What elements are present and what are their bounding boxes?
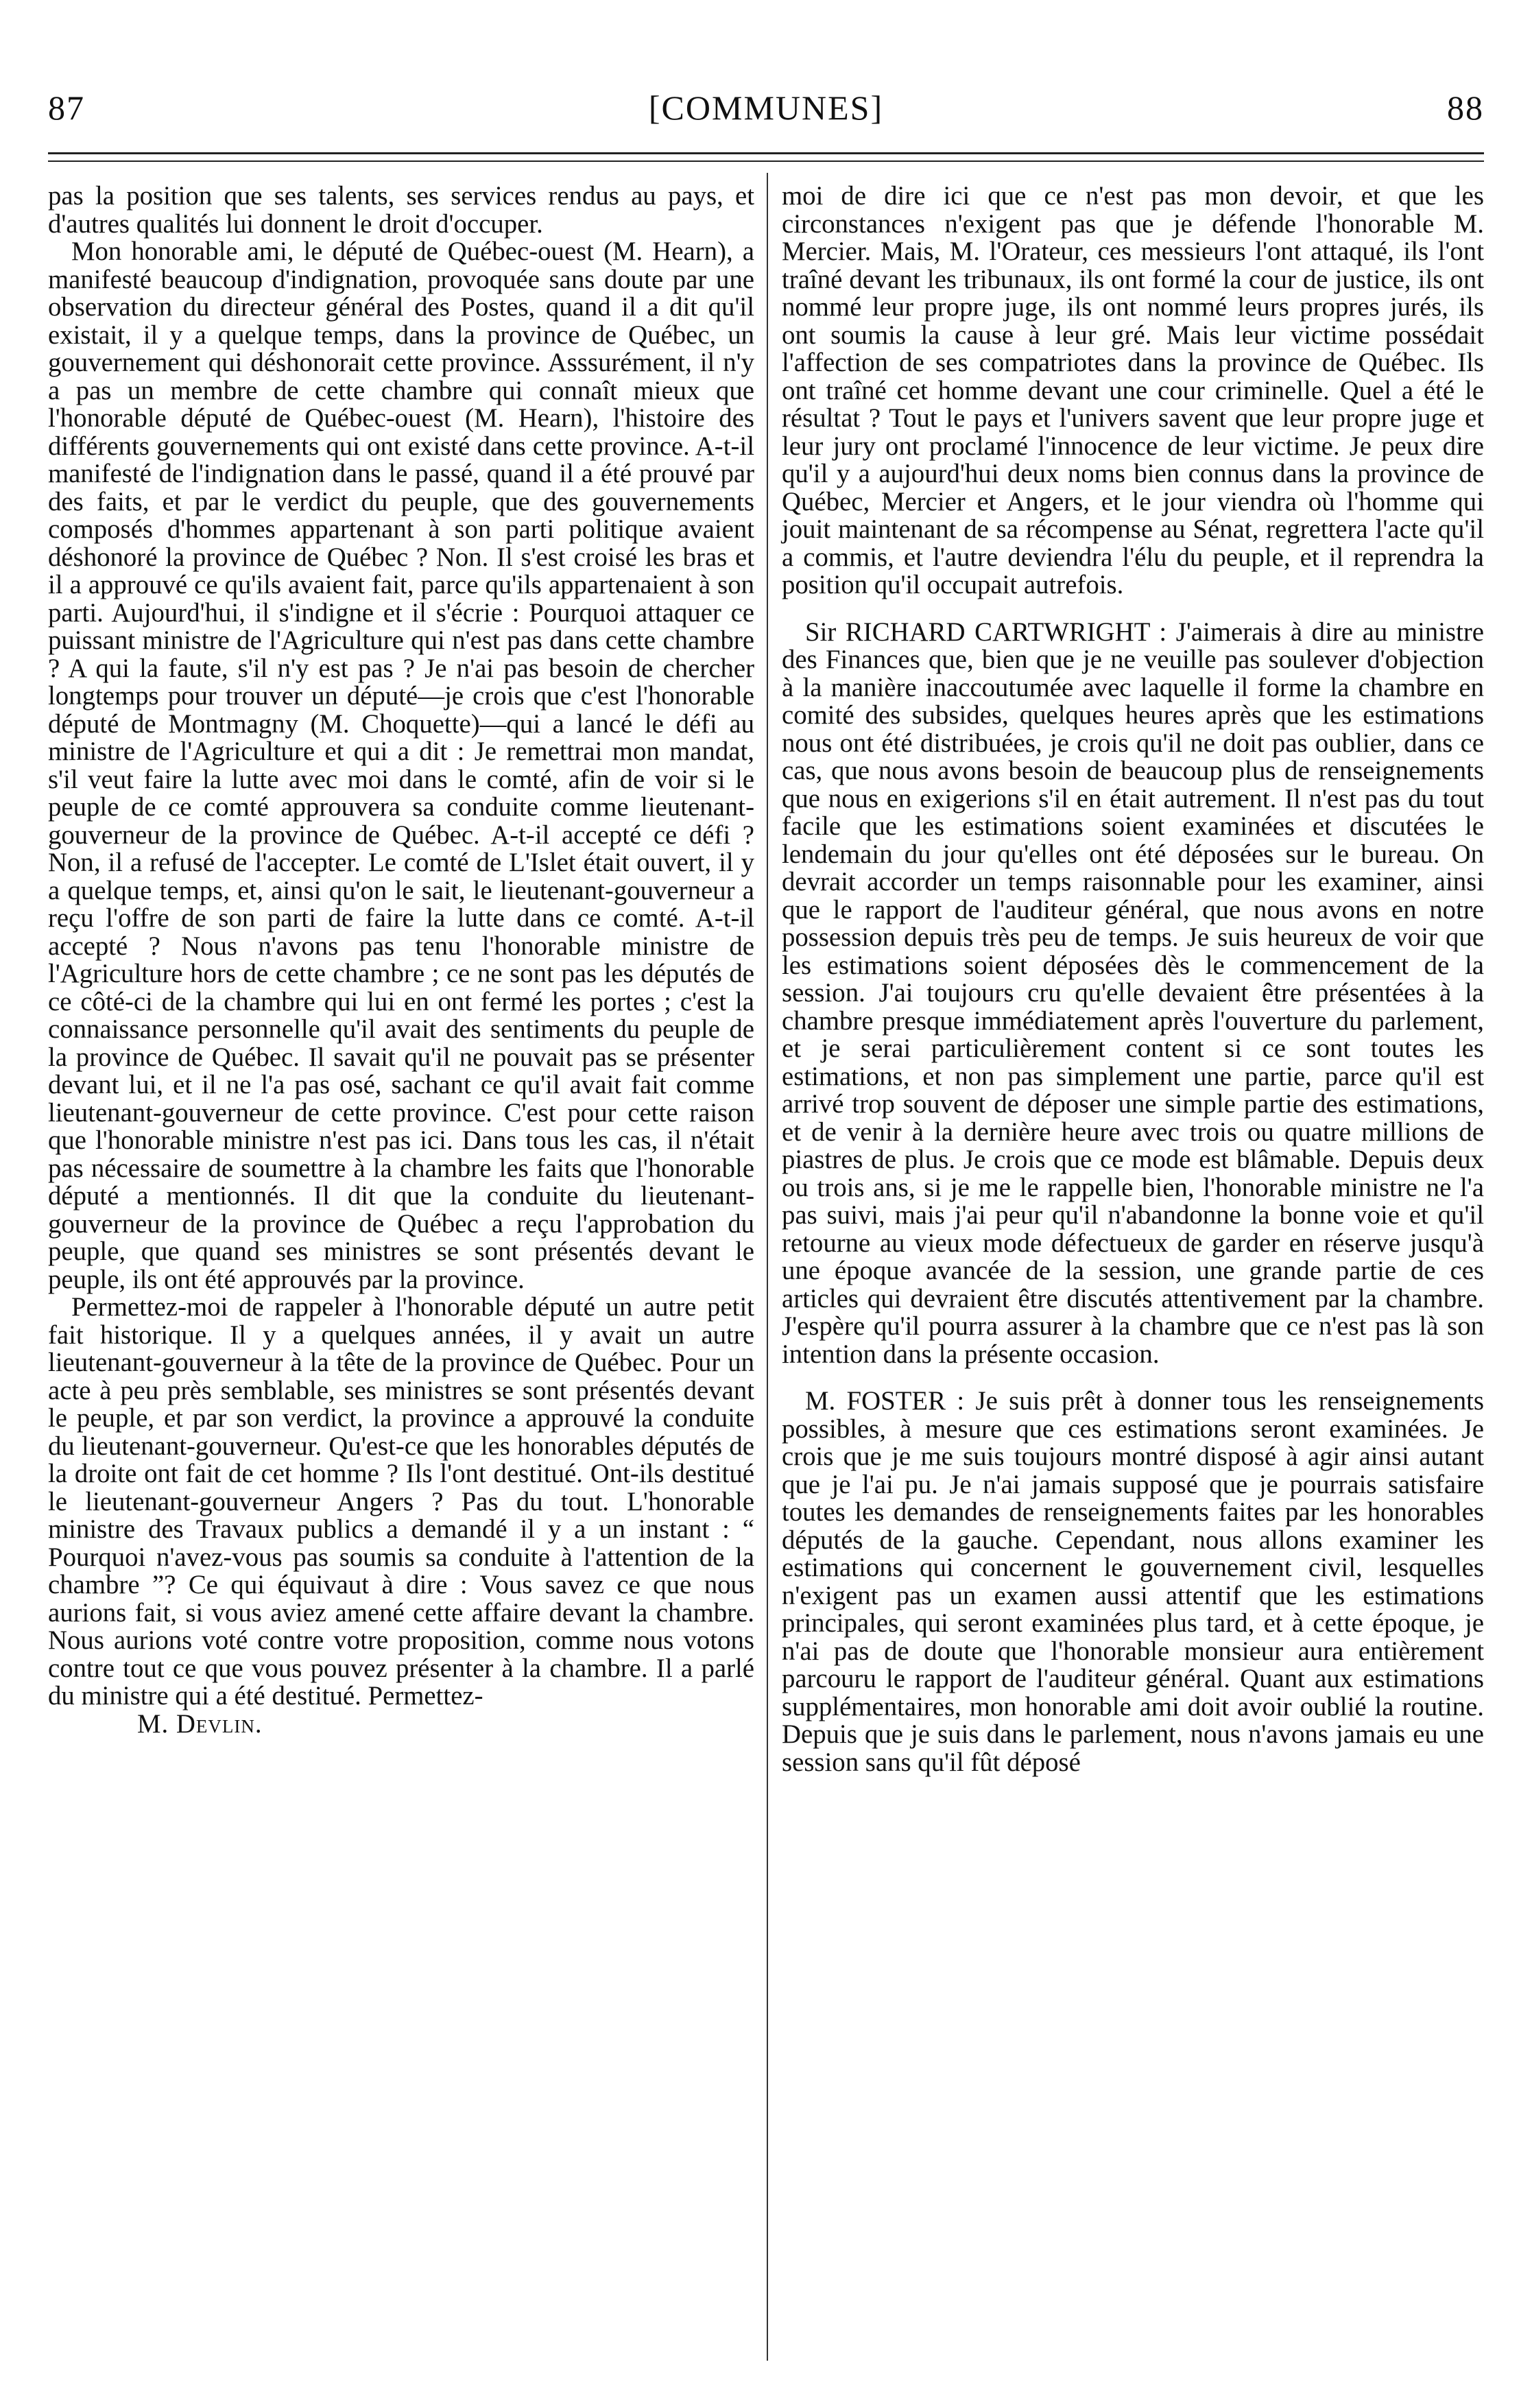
speaker-name: M. FOSTER : (805, 1386, 965, 1416)
right-paragraph-1 (782, 182, 1484, 599)
page-header (48, 88, 1484, 143)
header-rule-top (48, 152, 1484, 154)
speaker-name: Sir RICHARD CARTWRIGHT : (805, 617, 1167, 647)
page-number-right: 88 (1447, 88, 1484, 127)
right-paragraph-3 (782, 1387, 1484, 1776)
left-paragraph-3: Permettez-moi de rappeler à l'honorable député un autre petit fait historique. Il y a quelques années, il y avait un autre lieutenant-gouverneur à la tête de la province de Québec. Pour un acte à peu près semblable, ses ministres se sont présentés devant le peuple, et par son verdict, la province a approuvé la conduite du lieutenant-gouverneur. Qu'est-ce que les honorables députés de la droite ont fait de cet homme ? Ils l'ont destitué. Ont-ils destitué le lieutenant-gouverneur Angers ? Pas du tout. L'honorable ministre des Travaux publics a demandé il y a un instant : “ Pourquoi n'avez-vous pas soumis sa conduite à l'attention de la chambre ”? Ce qui équivaut à dire : Vous savez ce que nous aurions fait, si vous aviez amené cette affaire devant la chambre. Nous aurions voté contre votre proposition, comme nous votons contre tout ce que vous pouvez présenter à la chambre. Il a parlé du ministre qui a été destitué. Permettez- (48, 1292, 754, 1710)
header-rule-bottom (48, 160, 1484, 162)
column-divider (767, 173, 768, 2361)
speech-text: Je suis prêt à donner tous les renseignements possibles, à mesure que ces estimations seront examinées. Je crois que je me suis toujours montré disposé à agir ainsi autant que je l'ai pu. Je n'ai jamais supposé que je pourrais satisfaire toutes les demandes de renseignements faites par les honorables députés de la gauche. Cependant, nous allons examiner les estimations qui concernent le gouvernement civil, lesquelles n'exigent pas un examen aussi attentif que les estimations principales, qui seront examinées plus tard, et à cette époque, je n'ai pas de doute que l'honorable monsieur aura entièrement parcouru le rapport de l'auditeur général. Quant aux estimations supplémentaires, mon honorable ami doit avoir oublié la routine. Depuis que je suis dans le parlement, nous n'avons jamais eu une session sans qu'il fût déposé (782, 1386, 1484, 1777)
left-paragraph-1: pas la position que ses talents, ses services rendus au pays, et d'autres qualités lui donnent le droit d'occuper. (48, 181, 754, 239)
left-paragraph-2: Mon honorable ami, le député de Québec-ouest (M. Hearn), a manifesté beaucoup d'indignation, provoquée sans doute par une observation du directeur général des Postes, quand il a dit qu'il existait, il y a quelque temps, dans la province de Québec, un gouvernement qui déshonorait cette province. Asssurément, il n'y a pas un membre de cette chambre qui connaît mieux que l'honorable député de Québec-ouest (M. Hearn), l'histoire des différents gouvernements qui ont existé dans cette province. A-t-il manifesté de l'indignation dans le passé, quand il a été prouvé par des faits, et par le verdict du peuple, que des gouvernements composés d'hommes appartenant à son parti politique avaient déshonoré la province de Québec ? Non. Il s'est croisé les bras et il a approuvé ce qu'ils avaient fait, parce qu'ils appartenaient à son parti. Aujourd'hui, il s'indigne et il s'écrie : Pourquoi attaquer ce puissant ministre de l'Agriculture qui n'est pas dans cette chambre ? A qui la faute, s'il n'y est pas ? Je n'ai pas besoin de chercher longtemps pour trouver un député—je crois que c'est l'honorable député de Montmagny (M. Choquette)—qui a lancé le défi au ministre de l'Agriculture et qui a dit : Je remettrai mon mandat, s'il veut faire la lutte avec moi dans le comté, afin de voir si le peuple de ce comté approuvera sa conduite comme lieutenant-gouverneur de la province de Québec. A-t-il accepté ce défi ? Non, il a refusé de l'accepter. Le comté de L'Islet était ouvert, il y a quelque temps, et, ainsi qu'on le sait, le lieutenant-gouverneur a reçu l'offre de son parti de faire la lutte dans ce comté. A-t-il accepté ? Nous n'avons pas tenu l'honorable ministre de l'Agriculture hors de cette chambre ; ce ne sont pas les députés de ce côté-ci de la chambre qui lui en ont fermé les portes ; c'est la connaissance personnelle qu'il avait des sentiments du peuple de la province de Québec. Il savait qu'il ne pouvait pas se présenter devant lui, et il ne l'a pas osé, sachant ce qu'il avait fait comme lieutenant-gouverneur de cette province. C'est pour cette raison que l'honorable ministre n'est pas ici. Dans tous les cas, il n'était pas nécessaire de soumettre à la chambre les faits que l'honorable député a mentionnés. Il dit que la conduite du lieutenant-gouverneur de la province de Québec a reçu l'approbation du peuple, que quand ses ministres se sont présentés devant le peuple, ils ont été approuvés par la province. (48, 237, 754, 1294)
speech-text: J'aimerais à dire au ministre des Finances que, bien que je ne veuille pas soulever d'objection à la manière inaccoutumée avec laquelle il forme la chambre en comité des subsides, quelques heures après que les estimations nous ont été distribuées, je crois qu'il ne doit pas oublier, dans ce cas, que nous avons besoin de beaucoup plus de renseignements que nous en exigerions s'il en était autrement. Il n'est pas du tout facile que les estimations soient examinées et discutées le lendemain du jour qu'elles ont été déposées sur le bureau. On devrait accorder un temps raisonnable pour les examiner, ainsi que le rapport de l'auditeur général, que nous avons en notre possession depuis très peu de temps. Je suis heureux de voir que les estimations soient déposées dès le commencement de la session. J'ai toujours cru qu'elle devaient être présentées à la chambre presque immédiatement après l'ouverture du parlement, et je serai particulièrement content si ce sont toutes les estimations, et non pas simplement une partie, parce qu'il est arrivé trop souvent de déposer une simple partie des estimations, et de venir à la dernière heure avec trois ou quatre millions de piastres de plus. Je crois que ce mode est blâmable. Depuis deux ou trois ans, si je me le rappelle bien, l'honorable ministre ne l'a pas suivi, mais j'ai peur qu'il n'abandonne la bonne voie et qu'il retourne au vieux mode défectueux de garder en réserve jusqu'à une époque avancée de la session, une grande partie de ces articles qui devraient être discutés attentivement par la chambre. J'espère qu'il pourra assurer à la chambre que ce n'est pas là son intention dans la présente occasion. (782, 617, 1485, 1369)
page-number-left: 87 (48, 88, 85, 127)
right-paragraph-2 (782, 619, 1484, 1369)
right-column (782, 182, 1484, 1776)
left-column (48, 182, 754, 1738)
speech-text: moi de dire ici que ce n'est pas mon devoir, et que les circonstances n'exigent pas que je défende l'honorable M. Mercier. Mais, M. l'Orateur, ces messieurs l'ont attaqué, ils l'ont traîné devant les tribunaux, ils ont formé la cour de justice, ils ont nommé leur propre juge, ils ont nommé leurs propres jurés, ils ont soumis la cause à leur gré. Mais leur victime possédait l'affection de ses compatriotes dans la province de Québec. Ils ont traîné cet homme devant une cour criminelle. Quel a été le résultat ? Tout le pays et l'univers savent que leur propre juge et leur jury ont proclamé l'innocence de leur victime. Je peux dire qu'il y a aujourd'hui deux noms bien connus dans la province de Québec, Mercier et Angers, et le jour viendra où l'homme qui jouit maintenant de sa récompense au Sénat, regrettera l'acte qu'il a commis, et l'autre deviendra l'élu du peuple, et il reprendra la position qu'il occupait autrefois. (782, 181, 1484, 599)
running-title: [COMMUNES] (648, 88, 884, 127)
speaker-signature: M. Devlin. (137, 1708, 263, 1739)
